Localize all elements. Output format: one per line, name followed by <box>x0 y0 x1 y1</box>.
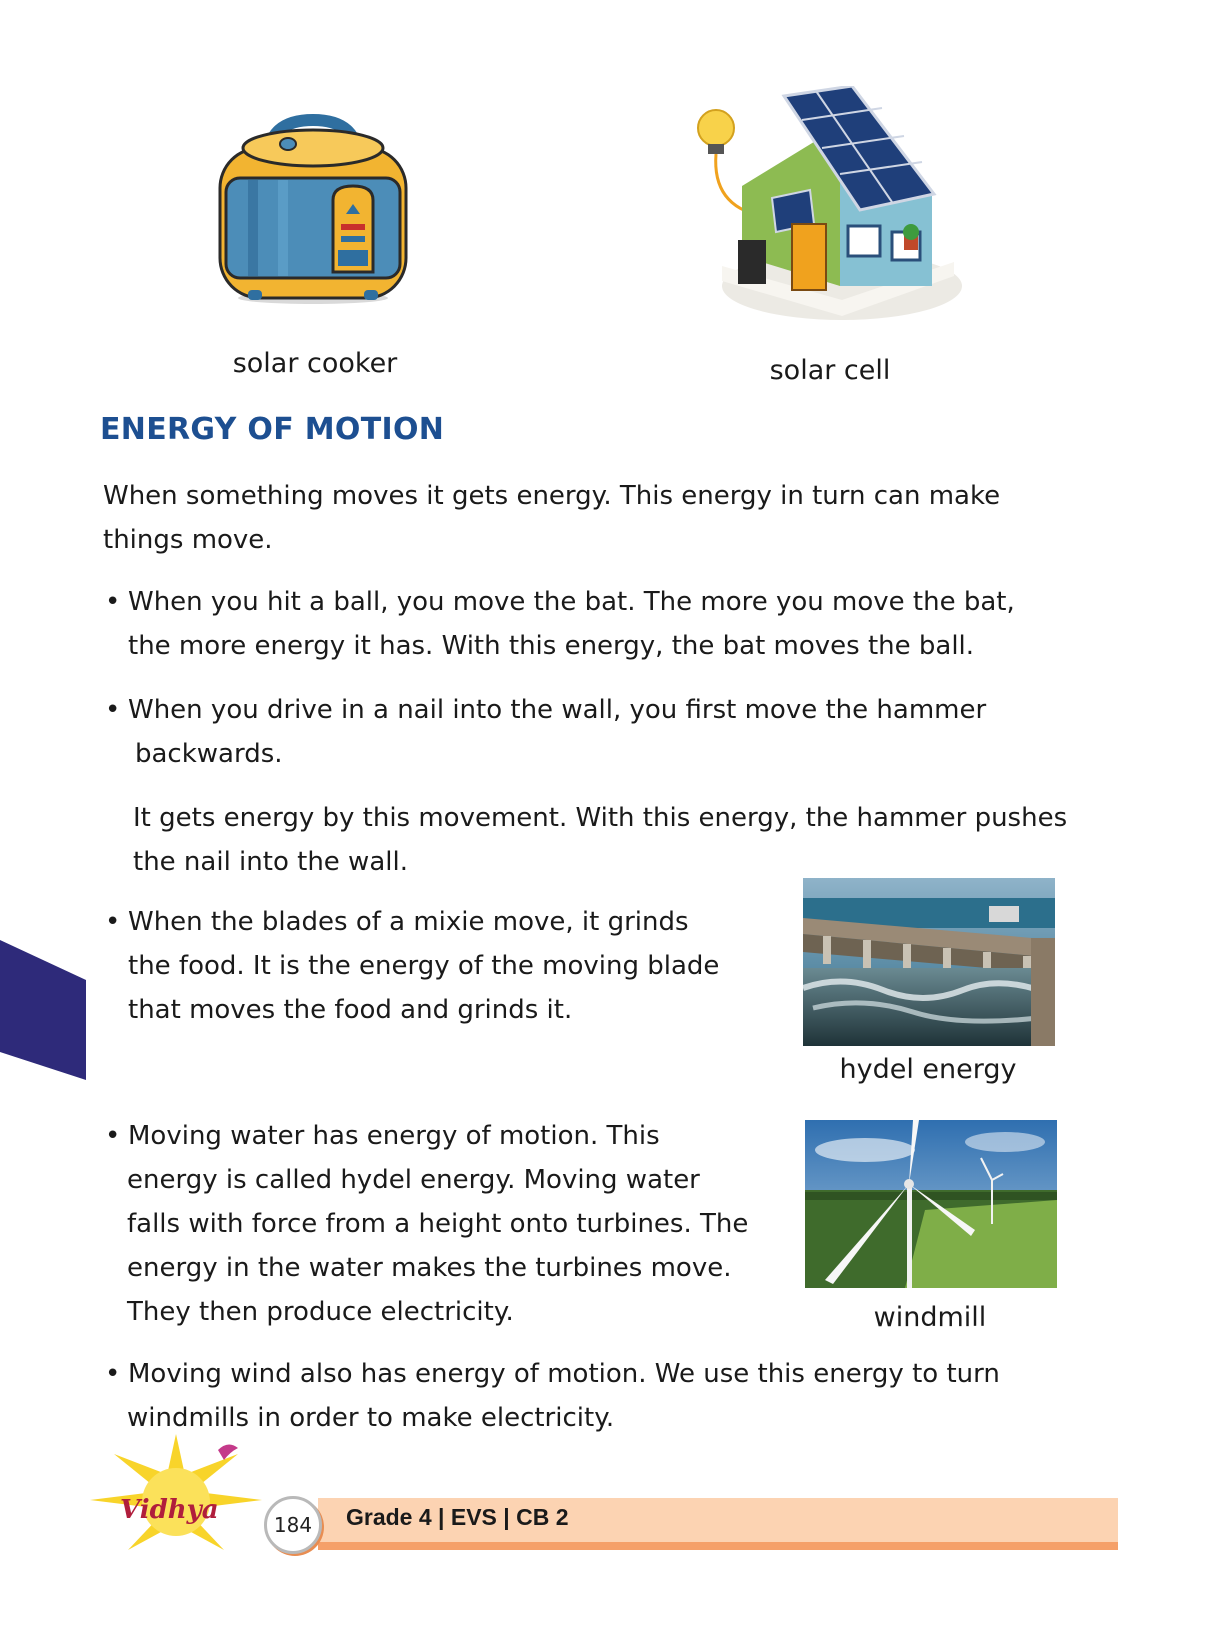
hammer-line-2: backwards. <box>135 739 283 769</box>
solar-cell-caption: solar cell <box>769 355 891 386</box>
hammer-line-1: When you drive in a nail into the wall, you first move the hammer <box>128 695 987 725</box>
mixie-line-3: that moves the food and grinds it. <box>128 995 573 1025</box>
intro-line-1: When something moves it gets energy. This energy in turn can make <box>103 481 1001 511</box>
water-line-4: energy in the water makes the turbines move. <box>127 1253 732 1283</box>
windmill-image <box>805 1120 1057 1288</box>
hammer-line-3: It gets energy by this movement. With this energy, the hammer pushes <box>133 803 1068 833</box>
bullet-marker: • <box>105 587 121 617</box>
water-line-3: falls with force from a height onto turbines. The <box>127 1209 749 1239</box>
vidhya-logo <box>88 1430 264 1560</box>
water-line-5: They then produce electricity. <box>127 1297 514 1327</box>
bullet-marker: • <box>105 695 121 725</box>
page-number: 184 <box>264 1496 322 1554</box>
bullet-marker: • <box>105 1359 121 1389</box>
windmill-caption: windmill <box>873 1302 987 1333</box>
intro-line-2: things move. <box>103 525 273 555</box>
water-line-1: Moving water has energy of motion. This <box>128 1121 660 1151</box>
solar-house-icon <box>692 86 962 326</box>
dam-photo-icon <box>803 878 1055 1046</box>
solar-cooker-image <box>208 100 418 310</box>
solar-cooker-icon <box>208 100 418 310</box>
section-heading: ENERGY OF MOTION <box>100 412 445 447</box>
solar-cell-image <box>692 86 962 326</box>
bullet-marker: • <box>105 907 121 937</box>
side-tab <box>0 940 88 1080</box>
sun-logo-icon <box>88 1430 264 1560</box>
bullet-marker: • <box>105 1121 121 1151</box>
mixie-line-2: the food. It is the energy of the moving blade <box>128 951 720 981</box>
water-line-2: energy is called hydel energy. Moving water <box>127 1165 700 1195</box>
wind-line-1: Moving wind also has energy of motion. We use this energy to turn <box>128 1359 1000 1389</box>
hydel-energy-image <box>803 878 1055 1046</box>
wind-line-2: windmills in order to make electricity. <box>127 1403 615 1433</box>
bat-line-1: When you hit a ball, you move the bat. The more you move the bat, <box>128 587 1015 617</box>
mixie-line-1: When the blades of a mixie move, it grinds <box>128 907 689 937</box>
wind-turbine-photo-icon <box>805 1120 1057 1288</box>
bat-line-2: the more energy it has. With this energy, the bat moves the ball. <box>128 631 975 661</box>
hammer-line-4: the nail into the wall. <box>133 847 408 877</box>
hydel-energy-caption: hydel energy <box>839 1054 1017 1085</box>
logo-text: Vidhya <box>120 1495 219 1525</box>
solar-cooker-caption: solar cooker <box>232 348 398 379</box>
footer-text: Grade 4 | EVS | CB 2 <box>346 1504 569 1530</box>
